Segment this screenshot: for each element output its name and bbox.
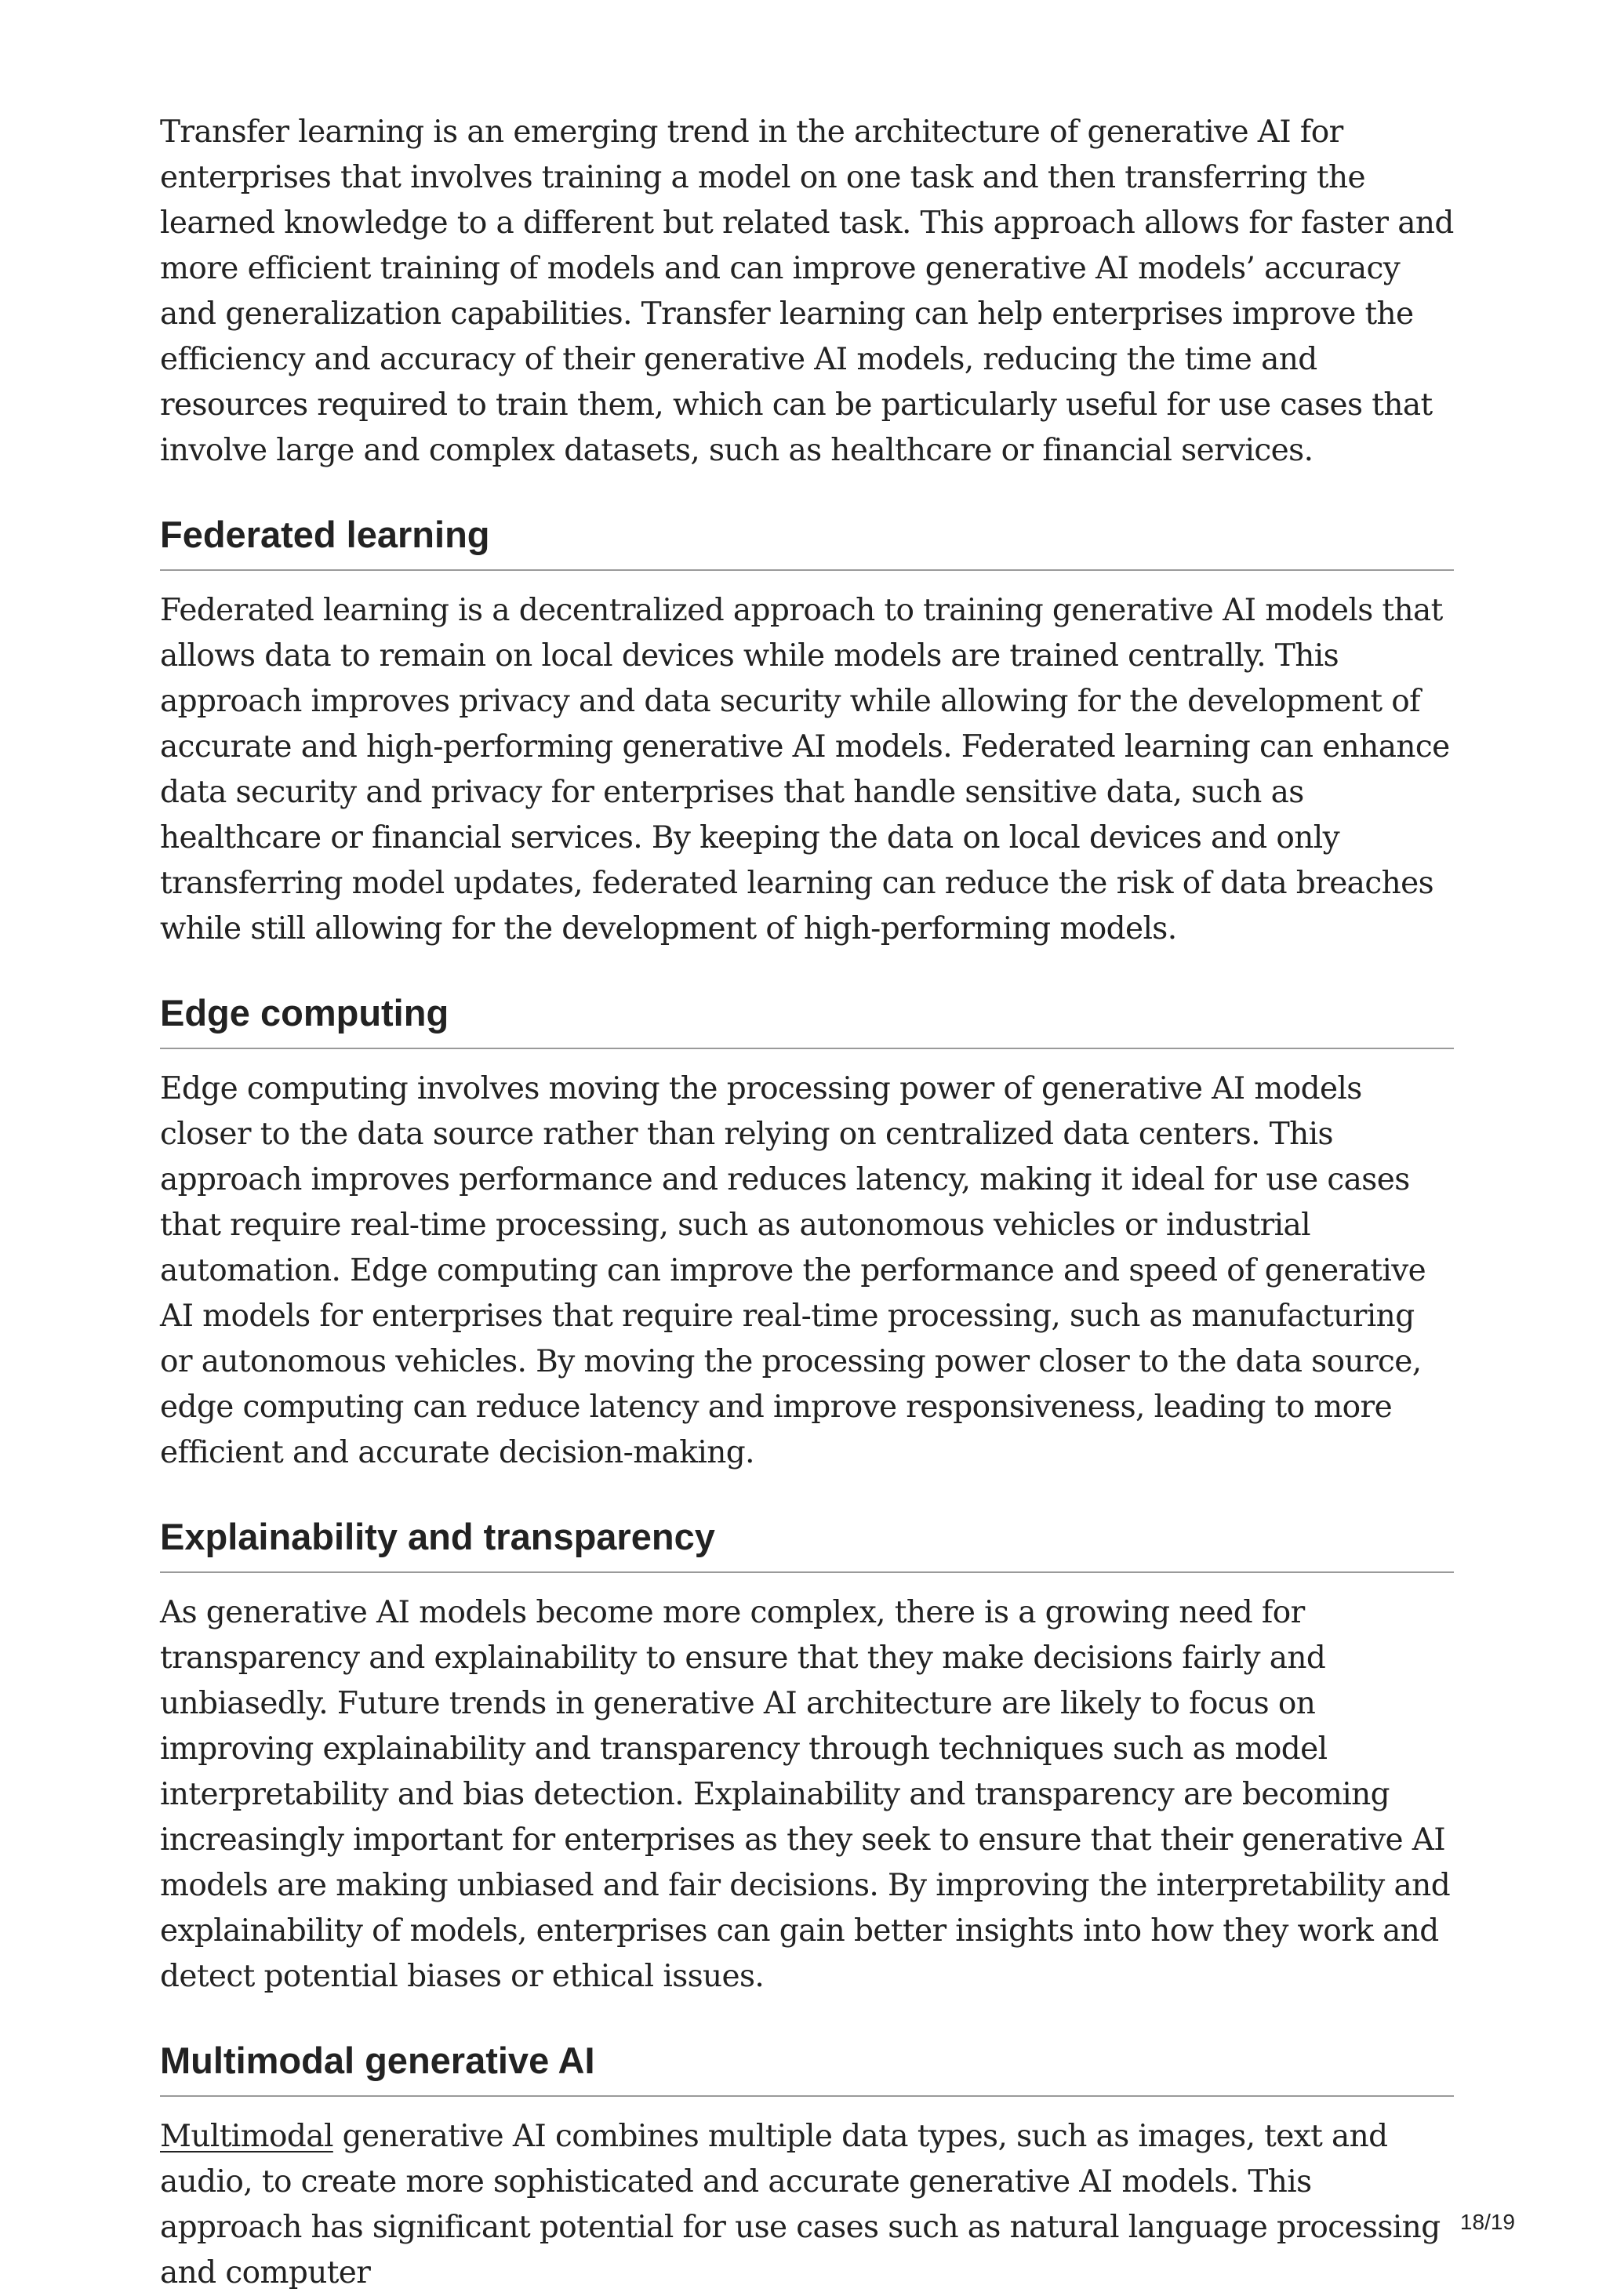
section-paragraph (160, 2114, 1454, 2296)
paragraph-text: generative AI combines multiple data types, such as images, text and audio, to create more sophisticated and accurate generative AI models. This approach has significant potential for use cases such as natural language processing and computer (160, 2119, 1441, 2291)
section-heading: Federated learning (160, 511, 1454, 571)
section-paragraph: As generative AI models become more complex, there is a growing need for transparency and explainability to ensure that they make decisions fairly and unbiasedly. Future trends in generative AI architecture are likely to focus on improving explainability and transparency through techniques such as model interpretability and bias detection. Explainability and transparency are becoming increasingly important for enterprises as they seek to ensure that their generative AI models are making unbiased and fair decisions. By improving the interpretability and explainability of models, enterprises can gain better insights into how they work and detect potential biases or ethical issues. (160, 1595, 1451, 1994)
document-page (160, 110, 1454, 2296)
section-paragraph: Federated learning is a decentralized approach to training generative AI models that allows data to remain on local devices while models are trained centrally. This approach improves privacy and data security while allowing for the development of accurate and high-performing generative AI models. Federated learning can enhance data security and privacy for enterprises that handle sensitive data, such as healthcare or financial services. By keeping the data on local devices and only transferring model updates, federated learning can reduce the risk of data breaches while still allowing for the development of high-performing models. (160, 593, 1450, 946)
multimodal-link[interactable]: Multimodal (160, 2119, 333, 2154)
intro-paragraph: Transfer learning is an emerging trend in the architecture of generative AI for enterprises that involves training a model on one task and then transferring the learned knowledge to a different but related task. This approach allows for faster and more efficient training of models and can improve generative AI models’ accuracy and generalization capabilities. Transfer learning can help enterprises improve the efficiency and accuracy of their generative AI models, reducing the time and resources required to train them, which can be particularly useful for use cases that involve large and complex datasets, such as healthcare or financial services. (160, 114, 1454, 468)
section-paragraph: Edge computing involves moving the processing power of generative AI models closer to the data source rather than relying on centralized data centers. This approach improves performance and reduces latency, making it ideal for use cases that require real-time processing, such as autonomous vehicles or industrial automation. Edge computing can improve the performance and speed of generative AI models for enterprises that require real-time processing, such as manufacturing or autonomous vehicles. By moving the processing power closer to the data source, edge computing can reduce latency and improve responsiveness, leading to more efficient and accurate decision-making. (160, 1071, 1426, 1470)
section-explainability-transparency (160, 1513, 1454, 2000)
section-edge-computing (160, 990, 1454, 1476)
page-number: 18/19 (1459, 2210, 1515, 2234)
section-multimodal-generative-ai (160, 2037, 1454, 2296)
section-federated-learning (160, 511, 1454, 952)
section-heading: Explainability and transparency (160, 1513, 1454, 1573)
section-heading: Edge computing (160, 990, 1454, 1049)
section-heading: Multimodal generative AI (160, 2037, 1454, 2097)
